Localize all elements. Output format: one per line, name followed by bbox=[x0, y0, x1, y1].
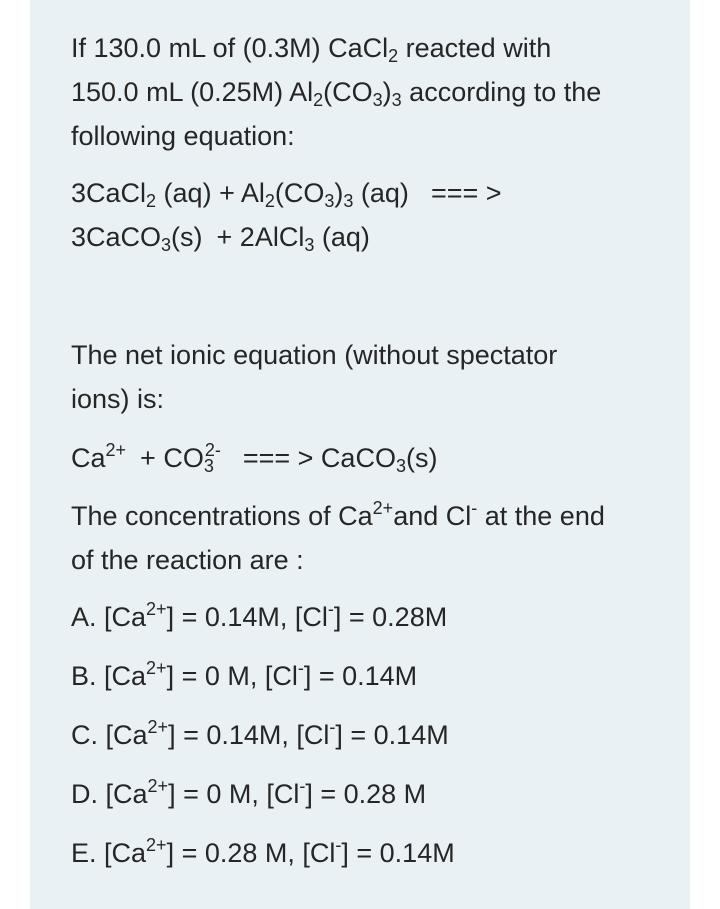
superscript: - bbox=[471, 498, 478, 518]
subscript: 2 bbox=[313, 90, 324, 110]
intro-text: ) bbox=[382, 77, 392, 107]
subscript: 3 bbox=[391, 90, 402, 110]
superscript: - bbox=[335, 835, 342, 855]
subscript: 3 bbox=[324, 191, 335, 211]
equation-text: ) bbox=[334, 178, 344, 208]
prompt-line-2: of the reaction are : bbox=[71, 545, 304, 575]
intro-text: (CO bbox=[323, 77, 373, 107]
reaction-arrow: === > bbox=[430, 178, 502, 208]
answer-option-d[interactable] bbox=[71, 772, 455, 831]
option-text: E. [Ca bbox=[71, 838, 147, 868]
option-text: D. [Ca bbox=[71, 779, 148, 809]
option-text: ] = 0 M, [Cl bbox=[166, 661, 298, 691]
option-text: ] = 0.28 M bbox=[305, 779, 427, 809]
answer-option-a[interactable] bbox=[71, 595, 455, 654]
subscript: 2 bbox=[146, 191, 157, 211]
intro-line-3: following equation: bbox=[71, 121, 295, 151]
subscript: 3 bbox=[343, 191, 354, 211]
prompt-text: at the end bbox=[477, 501, 605, 531]
superscript: 2+ bbox=[372, 498, 394, 518]
option-text: ] = 0.14M bbox=[341, 838, 455, 868]
option-text: ] = 0.14M, [Cl bbox=[168, 720, 330, 750]
answer-option-c[interactable] bbox=[71, 713, 455, 772]
equation-text: + 2AlCl bbox=[216, 222, 305, 252]
molecular-equation bbox=[71, 171, 502, 259]
option-text: ] = 0 M, [Cl bbox=[168, 779, 300, 809]
prompt-text: and Cl bbox=[393, 501, 472, 531]
superscript: - bbox=[329, 717, 336, 737]
subscript: 3 bbox=[203, 456, 214, 476]
intro-text: 150.0 mL (0.25M) Al bbox=[71, 77, 314, 107]
superscript: 2+ bbox=[146, 658, 167, 678]
subscript: 2 bbox=[264, 191, 275, 211]
equation-text: (s) bbox=[171, 222, 203, 252]
subscript: 3 bbox=[304, 235, 315, 255]
net-ionic-section bbox=[71, 333, 557, 480]
option-text: C. [Ca bbox=[71, 720, 148, 750]
net-ionic-line-1: The net ionic equation (without spectator bbox=[71, 340, 558, 370]
option-text: ] = 0.14M, [Cl bbox=[166, 602, 328, 632]
answer-option-e[interactable] bbox=[71, 831, 455, 890]
equation-text: (aq) bbox=[353, 178, 409, 208]
equation-text: 3CaCO bbox=[71, 222, 162, 252]
equation-text: 3CaCl bbox=[71, 178, 147, 208]
equation-text: (aq) bbox=[314, 222, 370, 252]
answer-option-b[interactable] bbox=[71, 654, 455, 713]
option-text: ] = 0.28M bbox=[333, 602, 448, 632]
equation-text: (CO bbox=[274, 178, 325, 208]
subscript: 2 bbox=[388, 46, 399, 66]
equation-text: (aq) + Al bbox=[156, 178, 265, 208]
question-intro bbox=[71, 26, 601, 158]
equation-line-1 bbox=[71, 171, 502, 215]
option-text: B. [Ca bbox=[71, 661, 147, 691]
prompt-text: The concentrations of Ca bbox=[71, 501, 373, 531]
option-text: A. [Ca bbox=[71, 602, 147, 632]
superscript: 2+ bbox=[147, 776, 169, 796]
subscript: 3 bbox=[395, 456, 406, 476]
equation-line-2 bbox=[71, 215, 502, 259]
option-text: ] = 0.14M bbox=[303, 661, 418, 691]
superscript: - bbox=[299, 776, 306, 796]
superscript: - bbox=[327, 599, 334, 619]
superscript: 2+ bbox=[105, 440, 127, 460]
superscript: 2+ bbox=[147, 717, 169, 737]
prompt-line-1 bbox=[71, 494, 605, 538]
option-text: ] = 0.28 M, [Cl bbox=[166, 838, 336, 868]
superscript: 2+ bbox=[146, 835, 167, 855]
equation-text: Ca bbox=[71, 443, 106, 473]
answer-options bbox=[71, 595, 455, 890]
intro-text: If 130.0 mL of (0.3M) CaCl bbox=[71, 33, 389, 63]
net-ionic-line-2: ions) is: bbox=[71, 384, 165, 414]
equation-text: (s) bbox=[405, 443, 438, 473]
intro-text: according to the bbox=[401, 77, 602, 107]
intro-line-1 bbox=[71, 26, 601, 70]
superscript: 2- bbox=[204, 440, 221, 460]
intro-line-2 bbox=[71, 70, 601, 114]
subscript: 3 bbox=[372, 90, 383, 110]
superscript: 2+ bbox=[146, 599, 167, 619]
intro-text: reacted with bbox=[398, 33, 552, 63]
subscript: 3 bbox=[161, 235, 172, 255]
equation-text: + CO bbox=[140, 443, 204, 473]
reaction-arrow: === > CaCO bbox=[242, 443, 396, 473]
superscript: - bbox=[297, 658, 304, 678]
option-text: ] = 0.14M bbox=[335, 720, 449, 750]
net-ionic-equation bbox=[71, 436, 557, 480]
question-prompt bbox=[71, 494, 605, 582]
